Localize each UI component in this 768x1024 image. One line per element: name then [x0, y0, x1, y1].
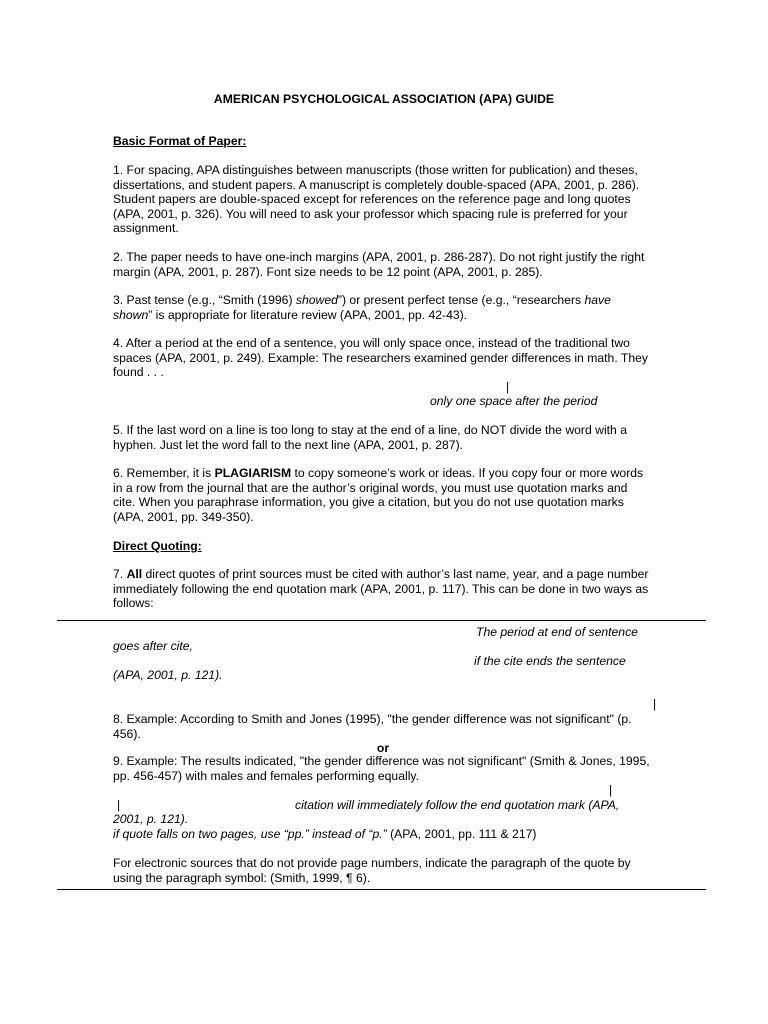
note-citation-2001: 2001, p. 121). — [113, 812, 189, 826]
p6-bold-plagiarism: PLAGIARISM — [214, 466, 292, 480]
or-separator: or — [376, 741, 390, 755]
note-period-end: The period at end of sentence — [476, 625, 638, 639]
p3-text-a: 3. Past tense (e.g., “Smith (1996) — [113, 293, 296, 307]
paragraph-2-margins: 2. The paper needs to have one-inch margins (APA, 2001, p. 286-287). Do not right justify the right margin (APA, 2001, p. 287). Font size needs to be 12 point (APA, 2001, p. 285). — [113, 250, 645, 279]
note-apa-121: (APA, 2001, p. 121). — [113, 668, 223, 682]
p3-italic-have-shown: have shown — [113, 293, 611, 322]
document-title: AMERICAN PSYCHOLOGICAL ASSOCIATION (APA) GUIDE — [213, 92, 555, 106]
section-heading-basic-format: Basic Format of Paper: — [113, 134, 247, 148]
note-citation-follows: citation will immediately follow the end quotation mark (APA, — [295, 798, 620, 812]
note-one-space: only one space after the period — [430, 394, 598, 408]
paragraph-1-spacing: 1. For spacing, APA distinguishes between manuscripts (those written for publication) and theses, dissertations, and student papers. A manuscript is completely double-spaced (APA, 2001, p. 286). Student papers are double-spaced except for references on the reference page and long quotes (APA, 2001, p. 326). You will need to ask your professor which spacing rule is preferred for your assignment. — [113, 163, 640, 236]
paragraph-5-hyphen: 5. If the last word on a line is too long to stay at the end of a line, do NOT divide the word with a hyphen. Just let the word fall to the next line (APA, 2001, p. 287). — [113, 423, 627, 452]
note-two-pages — [113, 827, 536, 842]
paragraph-4-period-spacing: 4. After a period at the end of a sentence, you will only space once, instead of the traditional two spaces (APA, 2001, p. 249). Example: The researchers examined gender differences in math. They found . . . — [113, 336, 648, 380]
p9-line-2: pp. 456-457) with males and females performing equally. — [113, 768, 419, 783]
note-two-pages-cite: (APA, 2001, pp. 111 & 217) — [386, 827, 537, 841]
pointer-bar-period: | — [506, 380, 510, 394]
paragraph-10-electronic-sources: For electronic sources that do not provide page numbers, indicate the paragraph of the quote by using the paragraph symbol: (Smith, 1999, ¶ 6). — [113, 856, 631, 885]
horizontal-rule-bottom — [57, 889, 706, 890]
paragraph-7-direct-quotes — [113, 567, 653, 611]
p6-text-a: 6. Remember, it is — [113, 466, 215, 480]
p6-text-c: to copy someone’s work or ideas. If you copy four or more words in a row from the journal that are the author’s original words, you must use quotation marks and cite. When you paraphrase information, you give a citation, but you do not use quotation marks (APA, 2001, pp. 349-350). — [113, 466, 644, 524]
p7-text-a: 7. — [113, 567, 127, 581]
pointer-bar-quote-end: | — [609, 783, 613, 797]
note-cite-ends: if the cite ends the sentence — [474, 654, 626, 668]
p3-text-e: ” is appropriate for literature review (APA, 2001, pp. 42-43). — [148, 307, 468, 322]
paragraph-8-example: 8. Example: According to Smith and Jones (1995), "the gender difference was not significant" (p. 456). — [113, 712, 632, 741]
pointer-bar-right: | — [653, 697, 657, 711]
p3-text-c: ”) or present perfect tense (e.g., “researchers — [337, 293, 585, 307]
note-goes-after-cite: goes after cite, — [113, 639, 193, 653]
p7-text-c: direct quotes of print sources must be cited with author’s last name, year, and a page number immediately following the end quotation mark (APA, 2001, p. 117). This can be done in two ways as follows: — [113, 567, 649, 611]
paragraph-6-plagiarism — [113, 466, 653, 524]
p9-line-1: 9. Example: The results indicated, "the gender difference was not significant" (Smith & Jones, 1995, — [113, 754, 650, 768]
paragraph-9-example — [113, 754, 653, 783]
horizontal-rule-top — [57, 620, 706, 621]
section-heading-direct-quoting: Direct Quoting: — [113, 539, 202, 553]
p3-italic-showed: showed — [295, 293, 338, 307]
paragraph-3-tense — [113, 293, 653, 322]
pointer-bar-left: | — [117, 798, 121, 812]
p7-bold-all: All — [126, 567, 143, 581]
note-two-pages-italic: if quote falls on two pages, use “pp.” instead of “p.” — [113, 827, 387, 841]
